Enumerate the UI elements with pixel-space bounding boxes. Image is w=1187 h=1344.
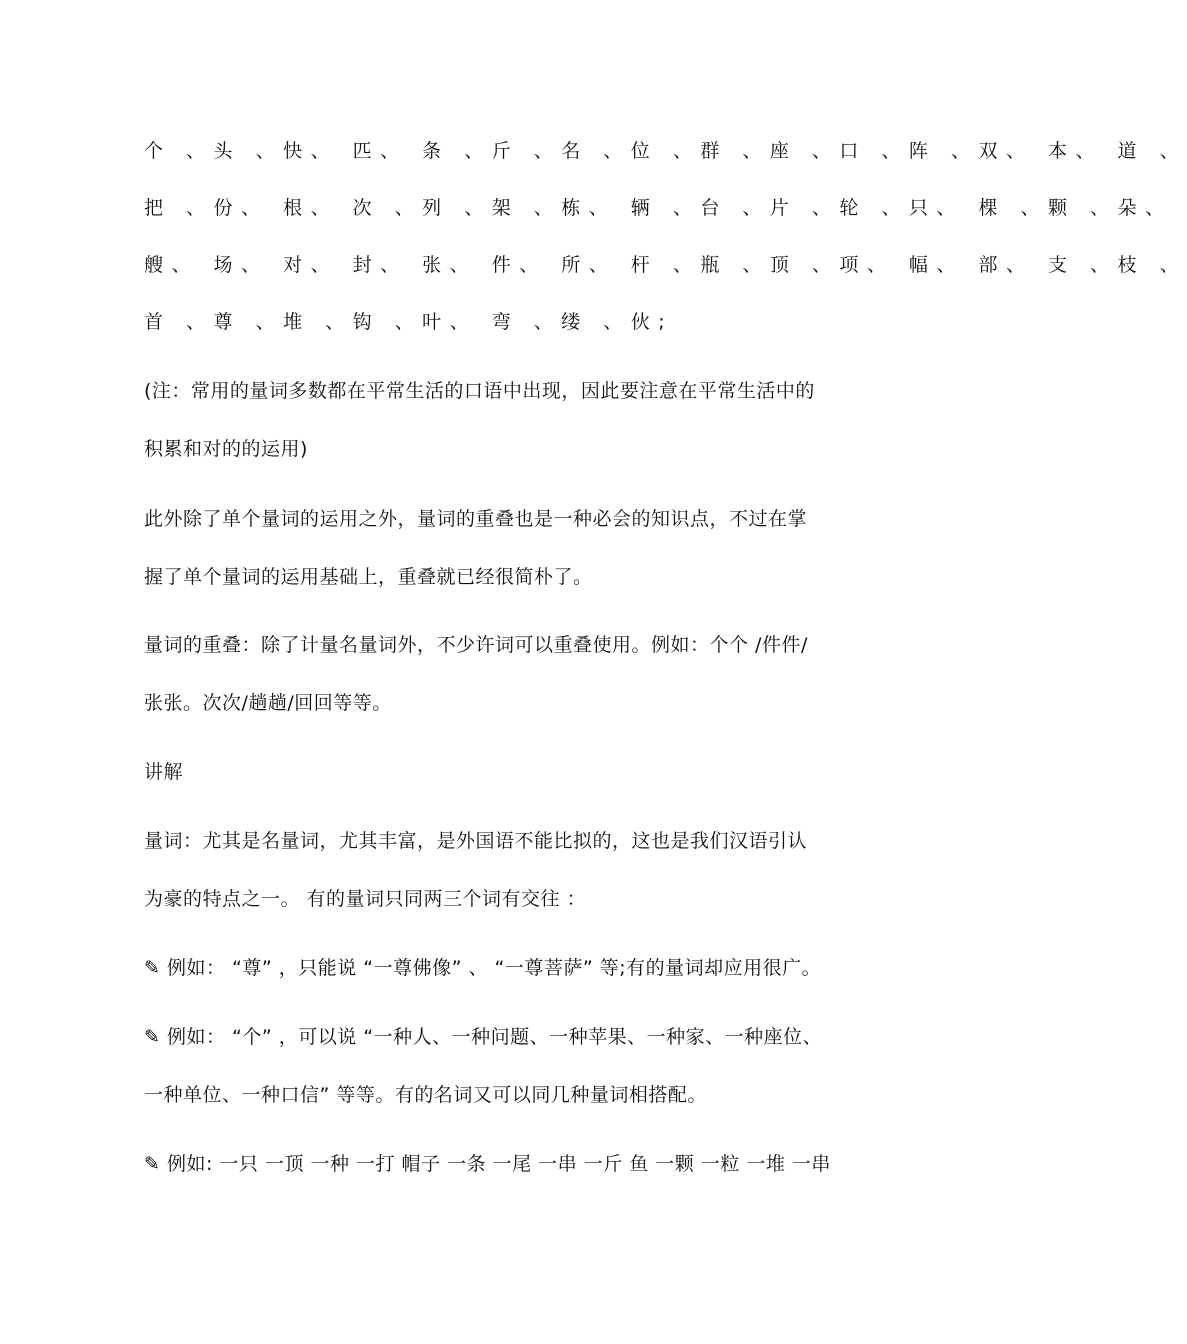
text-line: 首 、尊 、堆 、钩 、叶、 弯 、缕 、伙; xyxy=(144,311,674,333)
section-heading: 讲解 xyxy=(144,761,184,783)
text-line: 张张。次次/趟趟/回回等等。 xyxy=(144,692,392,714)
example-line: ✎ 例如： “尊” ，只能说 “一尊佛像” 、 “一尊菩萨” 等;有的量词却应用很广。 xyxy=(144,957,822,979)
text-line: 量词的重叠：除了计量名量词外，不少许词可以重叠使用。例如：个个 /件件/ xyxy=(144,634,808,656)
example-line: ✎ 例如： “个” ，可以说 “一种人、一种问题、一种苹果、一种家、一种座位、 xyxy=(144,1026,823,1048)
text-line: 个 、头 、快、 匹、 条 、斤 、名 、位 、群 、座 、口 、阵 、双、 本、 道 、 xyxy=(144,140,1187,162)
text-line: 艘、 场、 对、 封、 张、 件、 所、 杆 、瓶 、顶 、项、 幅、 部、 支 、枝 、 xyxy=(144,254,1187,276)
text-line: (注：常用的量词多数都在平常生活的口语中出现，因此要注意在平常生活中的 xyxy=(144,380,815,402)
text-line: 一种单位、一种口信” 等等。有的名词又可以同几种量词相搭配。 xyxy=(144,1084,707,1106)
text-line: 积累和对的的运用) xyxy=(144,438,308,460)
text-line: 此外除了单个量词的运用之外，量词的重叠也是一种必会的知识点，不过在掌 xyxy=(144,508,808,530)
text-line: 握了单个量词的运用基础上，重叠就已经很简朴了。 xyxy=(144,566,593,588)
example-line: ✎ 例如: 一只 一顶 一种 一打 帽子 一条 一尾 一串 一斤 鱼 一颗 一粒 一堆 一串 xyxy=(144,1153,831,1175)
text-line: 为豪的特点之一。 有的量词只同两三个词有交往 ： xyxy=(144,888,587,910)
text-line: 把 、份、 根、 次 、列 、架 、栋、 辆 、台 、片 、轮 、只、 棵 、颗 、朵、 xyxy=(144,197,1173,219)
text-line: 量词：尤其是名量词，尤其丰富，是外国语不能比拟的，这也是我们汉语引认 xyxy=(144,830,808,852)
